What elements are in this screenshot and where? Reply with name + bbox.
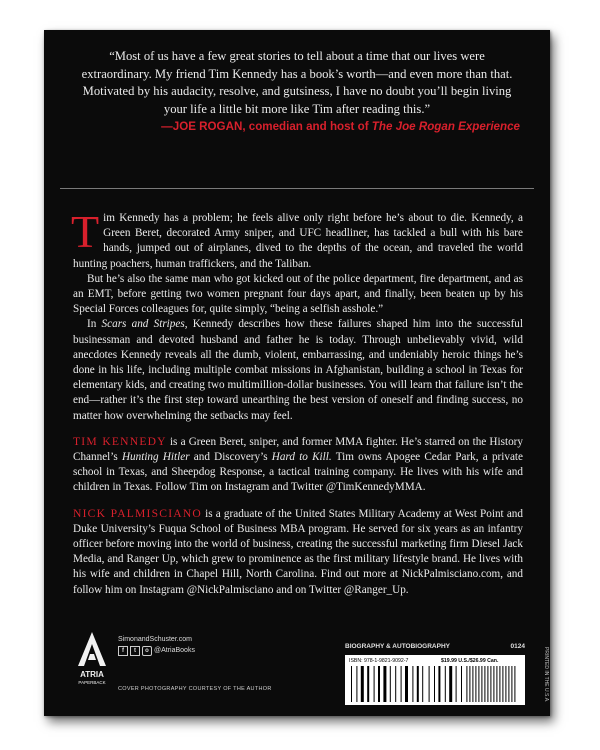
publisher-imprint: PAPERBACK (78, 680, 106, 685)
publisher-footer (74, 630, 274, 700)
barcode-bars (349, 666, 521, 702)
publisher-website: SimonandSchuster.com (118, 636, 192, 643)
quote-text: “Most of us have a few great stories to tell about a time that our lives were extraordinary. My friend Tim Kennedy has a book’s worth—and even more than that. Motivated by his audacity, resolve, and gutsiness, I have no doubt you’ll begin living your life a little bit more like Tim after reading this.” (81, 49, 513, 116)
author-bio-kennedy: TIM KENNEDY is a Green Beret, sniper, and former MMA fighter. He’s starred on the History Channel’s Hunting Hitler and Discovery’s Hard to Kill. Tim owns Apogee Cedar Park, a private school in Texas, and Sheepdog Response, a tactical training company. He lives with his wife and children in Texas. Follow Tim on Instagram and Twitter @TimKennedyMMA. (73, 434, 524, 494)
publisher-name: ATRIA (80, 670, 104, 679)
isbn-text: ISBN: 978-1-9821-9092-7 (349, 658, 409, 664)
paragraph-2: But he’s also the same man who got kicked out of the police department, fire department, and as an EMT, before getting two women pregnant four days apart, and finally, been beaten up by his Special Forces colleagues for, quite simply, “being a selfish asshole.” (73, 272, 523, 316)
blurb-quote (74, 48, 520, 136)
photo-credit: COVER PHOTOGRAPHY COURTESY OF THE AUTHOR (118, 686, 272, 692)
social-handle: @AtriaBooks (154, 647, 195, 654)
genre-label: BIOGRAPHY & AUTOBIOGRAPHY (345, 643, 450, 650)
atria-logo-icon (74, 630, 110, 690)
price-text: $19.99 U.S./$26.99 Can. (441, 658, 499, 664)
publisher-links (118, 634, 195, 656)
isbn-barcode (345, 655, 525, 705)
paragraph-3: In Scars and Stripes, Kennedy describes how these failures shaped him into the successful businessman and devoted husband and father he is today. Through unbelievably vivid, wild anecdotes Kennedy reveals all the dumb, violent, embarrassing, and undeniably heroic things he’s done in his life, including multiple combat missions in Afghanistan, building a school in Texas for elementary kids, and creating two multimillion-dollar businesses. You will learn that failure isn’t the end—rather it’s the first step toward unearthing the best version of oneself and finding success, no matter how overwhelming the setbacks may feel. (73, 318, 523, 422)
quote-attribution: —JOE ROGAN, comedian and host of The Joe Rogan Experience (161, 120, 520, 134)
author-name-kennedy: TIM KENNEDY (73, 434, 167, 448)
author-bio-palmisciano: NICK PALMISCIANO is a graduate of the United States Military Academy at West Point and Duke University’s Fuqua School of Business MBA program. He served for six years as an infantry officer before moving into the world of business, creating the successful marketing firm Diesel Jack Media, and Ranger Up, which grew to prominence as the first military lifestyle brand. He lives with his wife and children in Chapel Hill, North Carolina. Find out more at NickPalmisciano.com, and follow him on Instagram @NickPalmisciano and on Twitter @Ranger_Up. (73, 506, 523, 596)
show-title: The Joe Rogan Experience (371, 120, 520, 134)
instagram-icon: o (142, 646, 152, 656)
author-name-palmisciano: NICK PALMISCIANO (73, 506, 202, 520)
paragraph-1: Tim Kennedy has a problem; he feels alive only right before he’s about to die. Kennedy, a Green Beret, decorated Army sniper, and UFC headliner, has tackled a bull with his bare hands, jumped out of airplanes, dived to the depths of the ocean, and traveled the world hunting poachers, human traffickers, and the Taliban. (71, 206, 523, 270)
facebook-icon: f (118, 646, 128, 656)
drop-cap: T (71, 206, 100, 257)
social-row (118, 645, 195, 656)
book-back-cover (44, 30, 550, 716)
category-code: 0124 (510, 643, 525, 650)
barcode-panel (345, 643, 537, 708)
divider-line (60, 188, 534, 189)
twitter-icon: t (130, 646, 140, 656)
description-text (71, 206, 524, 598)
book-title: Scars and Stripes (101, 318, 185, 331)
printed-in-usa: PRINTED IN THE U.S.A. (543, 647, 549, 703)
